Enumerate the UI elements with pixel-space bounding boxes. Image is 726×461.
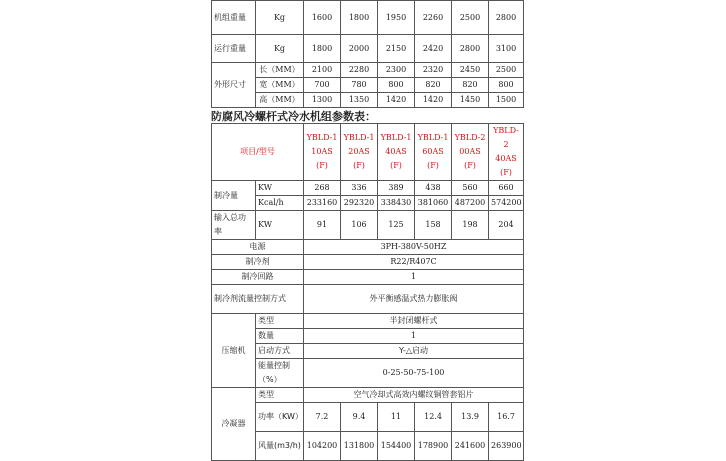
circuit-row <box>212 270 524 285</box>
circuit-value: 1 <box>304 270 524 285</box>
value-cell: 2320 <box>415 63 452 78</box>
flow-control-value: 外平衡感温式热力膨胀阀 <box>304 285 524 314</box>
dimensions-label: 外形尺寸 <box>212 63 256 108</box>
value-cell: 700 <box>304 78 341 93</box>
value-cell: 154400 <box>378 432 415 461</box>
value-cell: 2420 <box>415 35 452 63</box>
unit-weight-row <box>212 1 524 35</box>
unit-cell: Kcal/h <box>256 196 304 211</box>
value-cell: 2300 <box>378 63 415 78</box>
air-volume-label: 风量(m3/h) <box>256 432 304 461</box>
value-cell: 158 <box>415 211 452 240</box>
unit-cell: Kg <box>256 1 304 35</box>
compressor-label: 压缩机 <box>212 314 256 388</box>
value-cell: 1800 <box>341 1 378 35</box>
input-power-row <box>212 211 524 240</box>
value-cell: 2150 <box>378 35 415 63</box>
input-power-label: 输入总功率 <box>212 211 256 240</box>
compressor-type-label: 类型 <box>256 314 304 329</box>
cooling-capacity-label: 制冷量 <box>212 181 256 211</box>
value-cell: 1300 <box>304 93 341 108</box>
model-header-row <box>212 124 524 181</box>
value-cell: 125 <box>378 211 415 240</box>
value-cell: 2000 <box>341 35 378 63</box>
run-weight-row <box>212 35 524 63</box>
value-cell: 381060 <box>415 196 452 211</box>
item-model-header: 项目/型号 <box>212 124 304 181</box>
value-cell: 91 <box>304 211 341 240</box>
height-row <box>212 93 524 108</box>
value-cell: 780 <box>341 78 378 93</box>
value-cell: 438 <box>415 181 452 196</box>
flow-control-label: 制冷剂流量控制方式 <box>212 285 304 314</box>
unit-cell: 高（MM） <box>256 93 304 108</box>
unit-cell: KW <box>256 181 304 196</box>
model-cell: YBLD-1 10AS (F) <box>304 124 341 181</box>
compressor-type-value: 半封闭螺杆式 <box>304 314 524 329</box>
unit-cell: KW <box>256 211 304 240</box>
model-cell: YBLD-2 40AS (F) <box>489 124 524 181</box>
value-cell: 9.4 <box>341 403 378 432</box>
value-cell: 1500 <box>489 93 524 108</box>
cooling-kw-row <box>212 181 524 196</box>
value-cell: 16.7 <box>489 403 524 432</box>
compressor-start-value: Y-△启动 <box>304 344 524 359</box>
model-cell: YBLD-1 20AS (F) <box>341 124 378 181</box>
condenser-type-label: 类型 <box>256 388 304 403</box>
weight-dimension-table <box>211 0 524 108</box>
unit-cell: 长（MM） <box>256 63 304 78</box>
flow-control-row <box>212 285 524 314</box>
value-cell: 11 <box>378 403 415 432</box>
compressor-start-label: 启动方式 <box>256 344 304 359</box>
capacity-control-row <box>212 359 524 388</box>
length-row <box>212 63 524 78</box>
value-cell: 2500 <box>452 1 489 35</box>
value-cell: 389 <box>378 181 415 196</box>
value-cell: 1950 <box>378 1 415 35</box>
run-weight-label: 运行重量 <box>212 35 256 63</box>
capacity-control-label: 能量控制（%） <box>256 359 304 388</box>
value-cell: 2800 <box>489 1 524 35</box>
value-cell: 1450 <box>452 93 489 108</box>
value-cell: 13.9 <box>452 403 489 432</box>
refrigerant-row <box>212 255 524 270</box>
condenser-type-value: 空气冷却式高效内螺纹铜管套铝片 <box>304 388 524 403</box>
capacity-control-value: 0-25-50-75-100 <box>304 359 524 388</box>
value-cell: 241600 <box>452 432 489 461</box>
model-cell: YBLD-1 40AS (F) <box>378 124 415 181</box>
value-cell: 336 <box>341 181 378 196</box>
compressor-start-row <box>212 344 524 359</box>
circuit-label: 制冷回路 <box>212 270 304 285</box>
value-cell: 12.4 <box>415 403 452 432</box>
value-cell: 2100 <box>304 63 341 78</box>
refrigerant-label: 制冷剂 <box>212 255 304 270</box>
value-cell: 198 <box>452 211 489 240</box>
value-cell: 292320 <box>341 196 378 211</box>
power-supply-value: 3PH-380V-50HZ <box>304 240 524 255</box>
width-row <box>212 78 524 93</box>
value-cell: 7.2 <box>304 403 341 432</box>
value-cell: 178900 <box>415 432 452 461</box>
value-cell: 574200 <box>489 196 524 211</box>
value-cell: 1420 <box>415 93 452 108</box>
value-cell: 660 <box>489 181 524 196</box>
value-cell: 263900 <box>489 432 524 461</box>
value-cell: 2260 <box>415 1 452 35</box>
compressor-qty-value: 1 <box>304 329 524 344</box>
value-cell: 2450 <box>452 63 489 78</box>
condenser-label: 冷凝器 <box>212 388 256 461</box>
value-cell: 1800 <box>304 35 341 63</box>
value-cell: 3100 <box>489 35 524 63</box>
unit-cell: 宽（MM） <box>256 78 304 93</box>
value-cell: 1600 <box>304 1 341 35</box>
value-cell: 2280 <box>341 63 378 78</box>
value-cell: 204 <box>489 211 524 240</box>
compressor-qty-label: 数量 <box>256 329 304 344</box>
value-cell: 560 <box>452 181 489 196</box>
air-volume-row <box>212 432 524 461</box>
value-cell: 1350 <box>341 93 378 108</box>
value-cell: 487200 <box>452 196 489 211</box>
cooling-kcal-row <box>212 196 524 211</box>
value-cell: 800 <box>378 78 415 93</box>
value-cell: 268 <box>304 181 341 196</box>
value-cell: 106 <box>341 211 378 240</box>
fan-power-row <box>212 403 524 432</box>
chiller-parameter-table <box>211 123 524 461</box>
compressor-qty-row <box>212 329 524 344</box>
table-heading: 防腐风冷螺杆式冷水机组参数表： <box>211 110 376 123</box>
value-cell: 820 <box>415 78 452 93</box>
model-cell: YBLD-2 00AS (F) <box>452 124 489 181</box>
value-cell: 2800 <box>452 35 489 63</box>
value-cell: 338430 <box>378 196 415 211</box>
value-cell: 1420 <box>378 93 415 108</box>
value-cell: 2500 <box>489 63 524 78</box>
unit-cell: Kg <box>256 35 304 63</box>
value-cell: 233160 <box>304 196 341 211</box>
value-cell: 104200 <box>304 432 341 461</box>
value-cell: 800 <box>489 78 524 93</box>
model-cell: YBLD-1 60AS (F) <box>415 124 452 181</box>
value-cell: 820 <box>452 78 489 93</box>
refrigerant-value: R22/R407C <box>304 255 524 270</box>
power-supply-label: 电源 <box>212 240 304 255</box>
condenser-type-row <box>212 388 524 403</box>
fan-power-label: 功率（KW） <box>256 403 304 432</box>
power-supply-row <box>212 240 524 255</box>
compressor-type-row <box>212 314 524 329</box>
unit-weight-label: 机组重量 <box>212 1 256 35</box>
value-cell: 131800 <box>341 432 378 461</box>
